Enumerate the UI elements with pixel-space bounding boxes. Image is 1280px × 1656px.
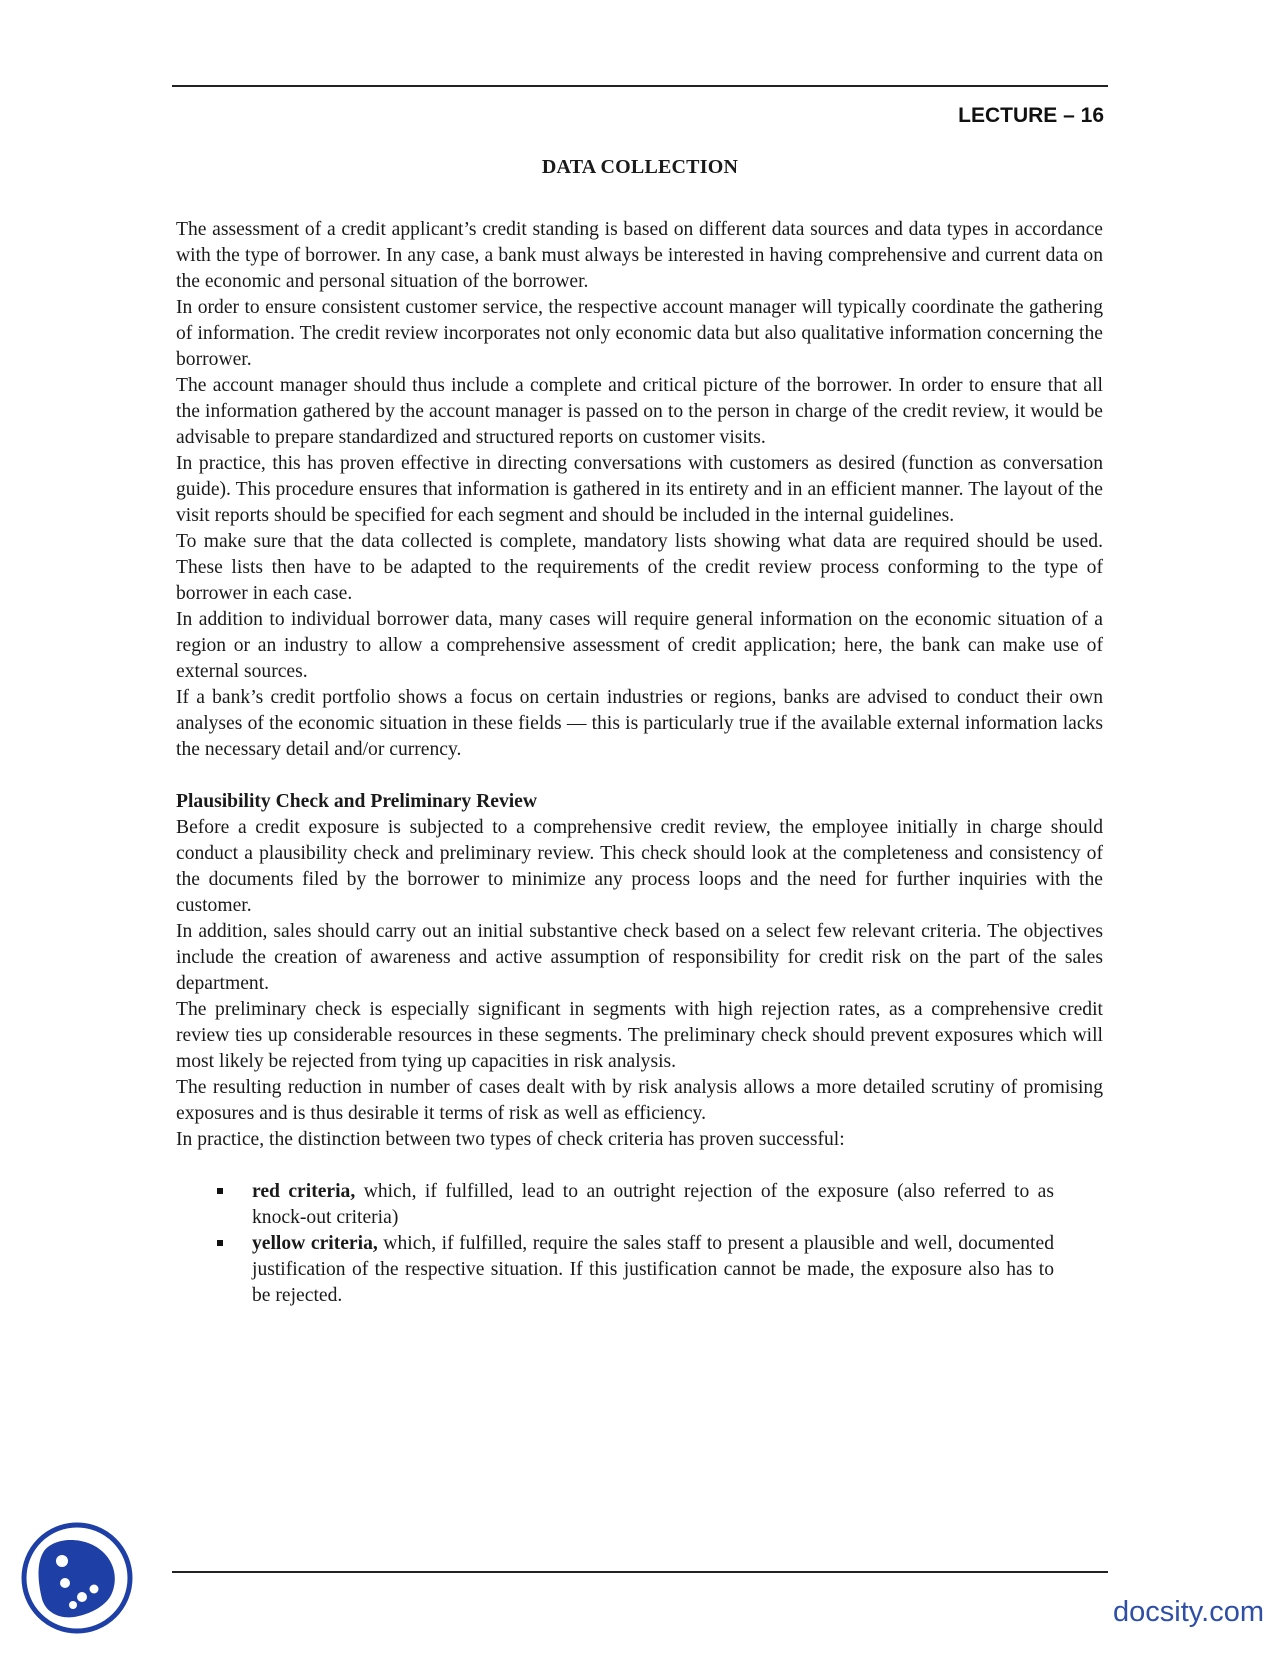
paragraph: In addition, sales should carry out an initial substantive check based on a select few relevant criteria. The objectives include the creation of awareness and active assumption of responsibility for credit risk on the part of the sales department. [176,921,1103,994]
paragraph: The preliminary check is especially significant in segments with high rejection rates, as a comprehensive credit review ties up considerable resources in these segments. The preliminary check should prevent exposures which will most likely be rejected from tying up capacities in risk analysis. [176,999,1103,1072]
paragraph: In order to ensure consistent customer service, the respective account manager will typically coordinate the gathering of information. The credit review incorporates not only economic data but also qualitative information concerning the borrower. [176,297,1103,370]
spacer [176,1153,1103,1179]
header-rule [172,85,1108,87]
paragraph: In practice, the distinction between two types of check criteria has proven successful: [176,1129,845,1150]
brand-link[interactable]: docsity.com [1113,1596,1264,1628]
paragraph: The assessment of a credit applicant’s credit standing is based on different data sources and data types in accordance with the type of borrower. In any case, a bank must always be interested in having comprehensive and current data on the economic and personal situation of the borrower. [176,219,1103,292]
criteria-description: which, if fulfilled, lead to an outright rejection of the exposure (also referred to as knock-out criteria) [252,1181,1054,1228]
square-bullet-icon [217,1240,223,1246]
spacer [176,763,1103,789]
page-title: DATA COLLECTION [541,156,739,178]
paragraph: The resulting reduction in number of cases dealt with by risk analysis allows a more detailed scrutiny of promising exposures and is thus desirable it terms of risk as well as efficiency. [176,1077,1103,1124]
criteria-item-red [176,1179,1054,1231]
criteria-description: which, if fulfilled, require the sales staff to present a plausible and well, documented justification of the respective situation. If this justification cannot be made, the exposure also has to be rejected. [252,1233,1054,1306]
footer-rule [172,1571,1108,1573]
square-bullet-icon [217,1188,223,1194]
paragraph: In practice, this has proven effective in directing conversations with customers as desired (function as conversation guide). This procedure ensures that information is gathered in its entirety and in an efficient manner. The layout of the visit reports should be specified for each segment and should be included in the internal guidelines. [176,453,1103,526]
lecture-label: LECTURE – 16 [958,104,1104,127]
criteria-list [176,1179,1103,1309]
document-body [176,217,1103,1309]
docsity-logo-icon[interactable] [20,1521,134,1635]
paragraph: If a bank’s credit portfolio shows a focus on certain industries or regions, banks are advised to conduct their own analyses of the economic situation in these fields — this is particularly true if the available external information lacks the necessary detail and/or currency. [176,687,1103,760]
section-heading: Plausibility Check and Preliminary Review [176,791,538,812]
paragraph: The account manager should thus include a complete and critical picture of the borrower. In order to ensure that all the information gathered by the account manager is passed on to the person in charge of the credit review, it would be advisable to prepare standardized and structured reports on customer visits. [176,375,1103,448]
criteria-term: yellow criteria, [252,1233,378,1254]
paragraph: In addition to individual borrower data, many cases will require general information on the economic situation of a region or an industry to allow a comprehensive assessment of credit application; here, the bank can make use of external sources. [176,609,1103,682]
criteria-term: red criteria, [252,1181,356,1202]
criteria-item-yellow [176,1231,1054,1309]
paragraph: To make sure that the data collected is complete, mandatory lists showing what data are required should be used. These lists then have to be adapted to the requirements of the credit review process conforming to the type of borrower in each case. [176,531,1103,604]
paragraph: Before a credit exposure is subjected to a comprehensive credit review, the employee initially in charge should conduct a plausibility check and preliminary review. This check should look at the completeness and consistency of the documents filed by the borrower to minimize any process loops and the need for further inquiries with the customer. [176,817,1103,916]
